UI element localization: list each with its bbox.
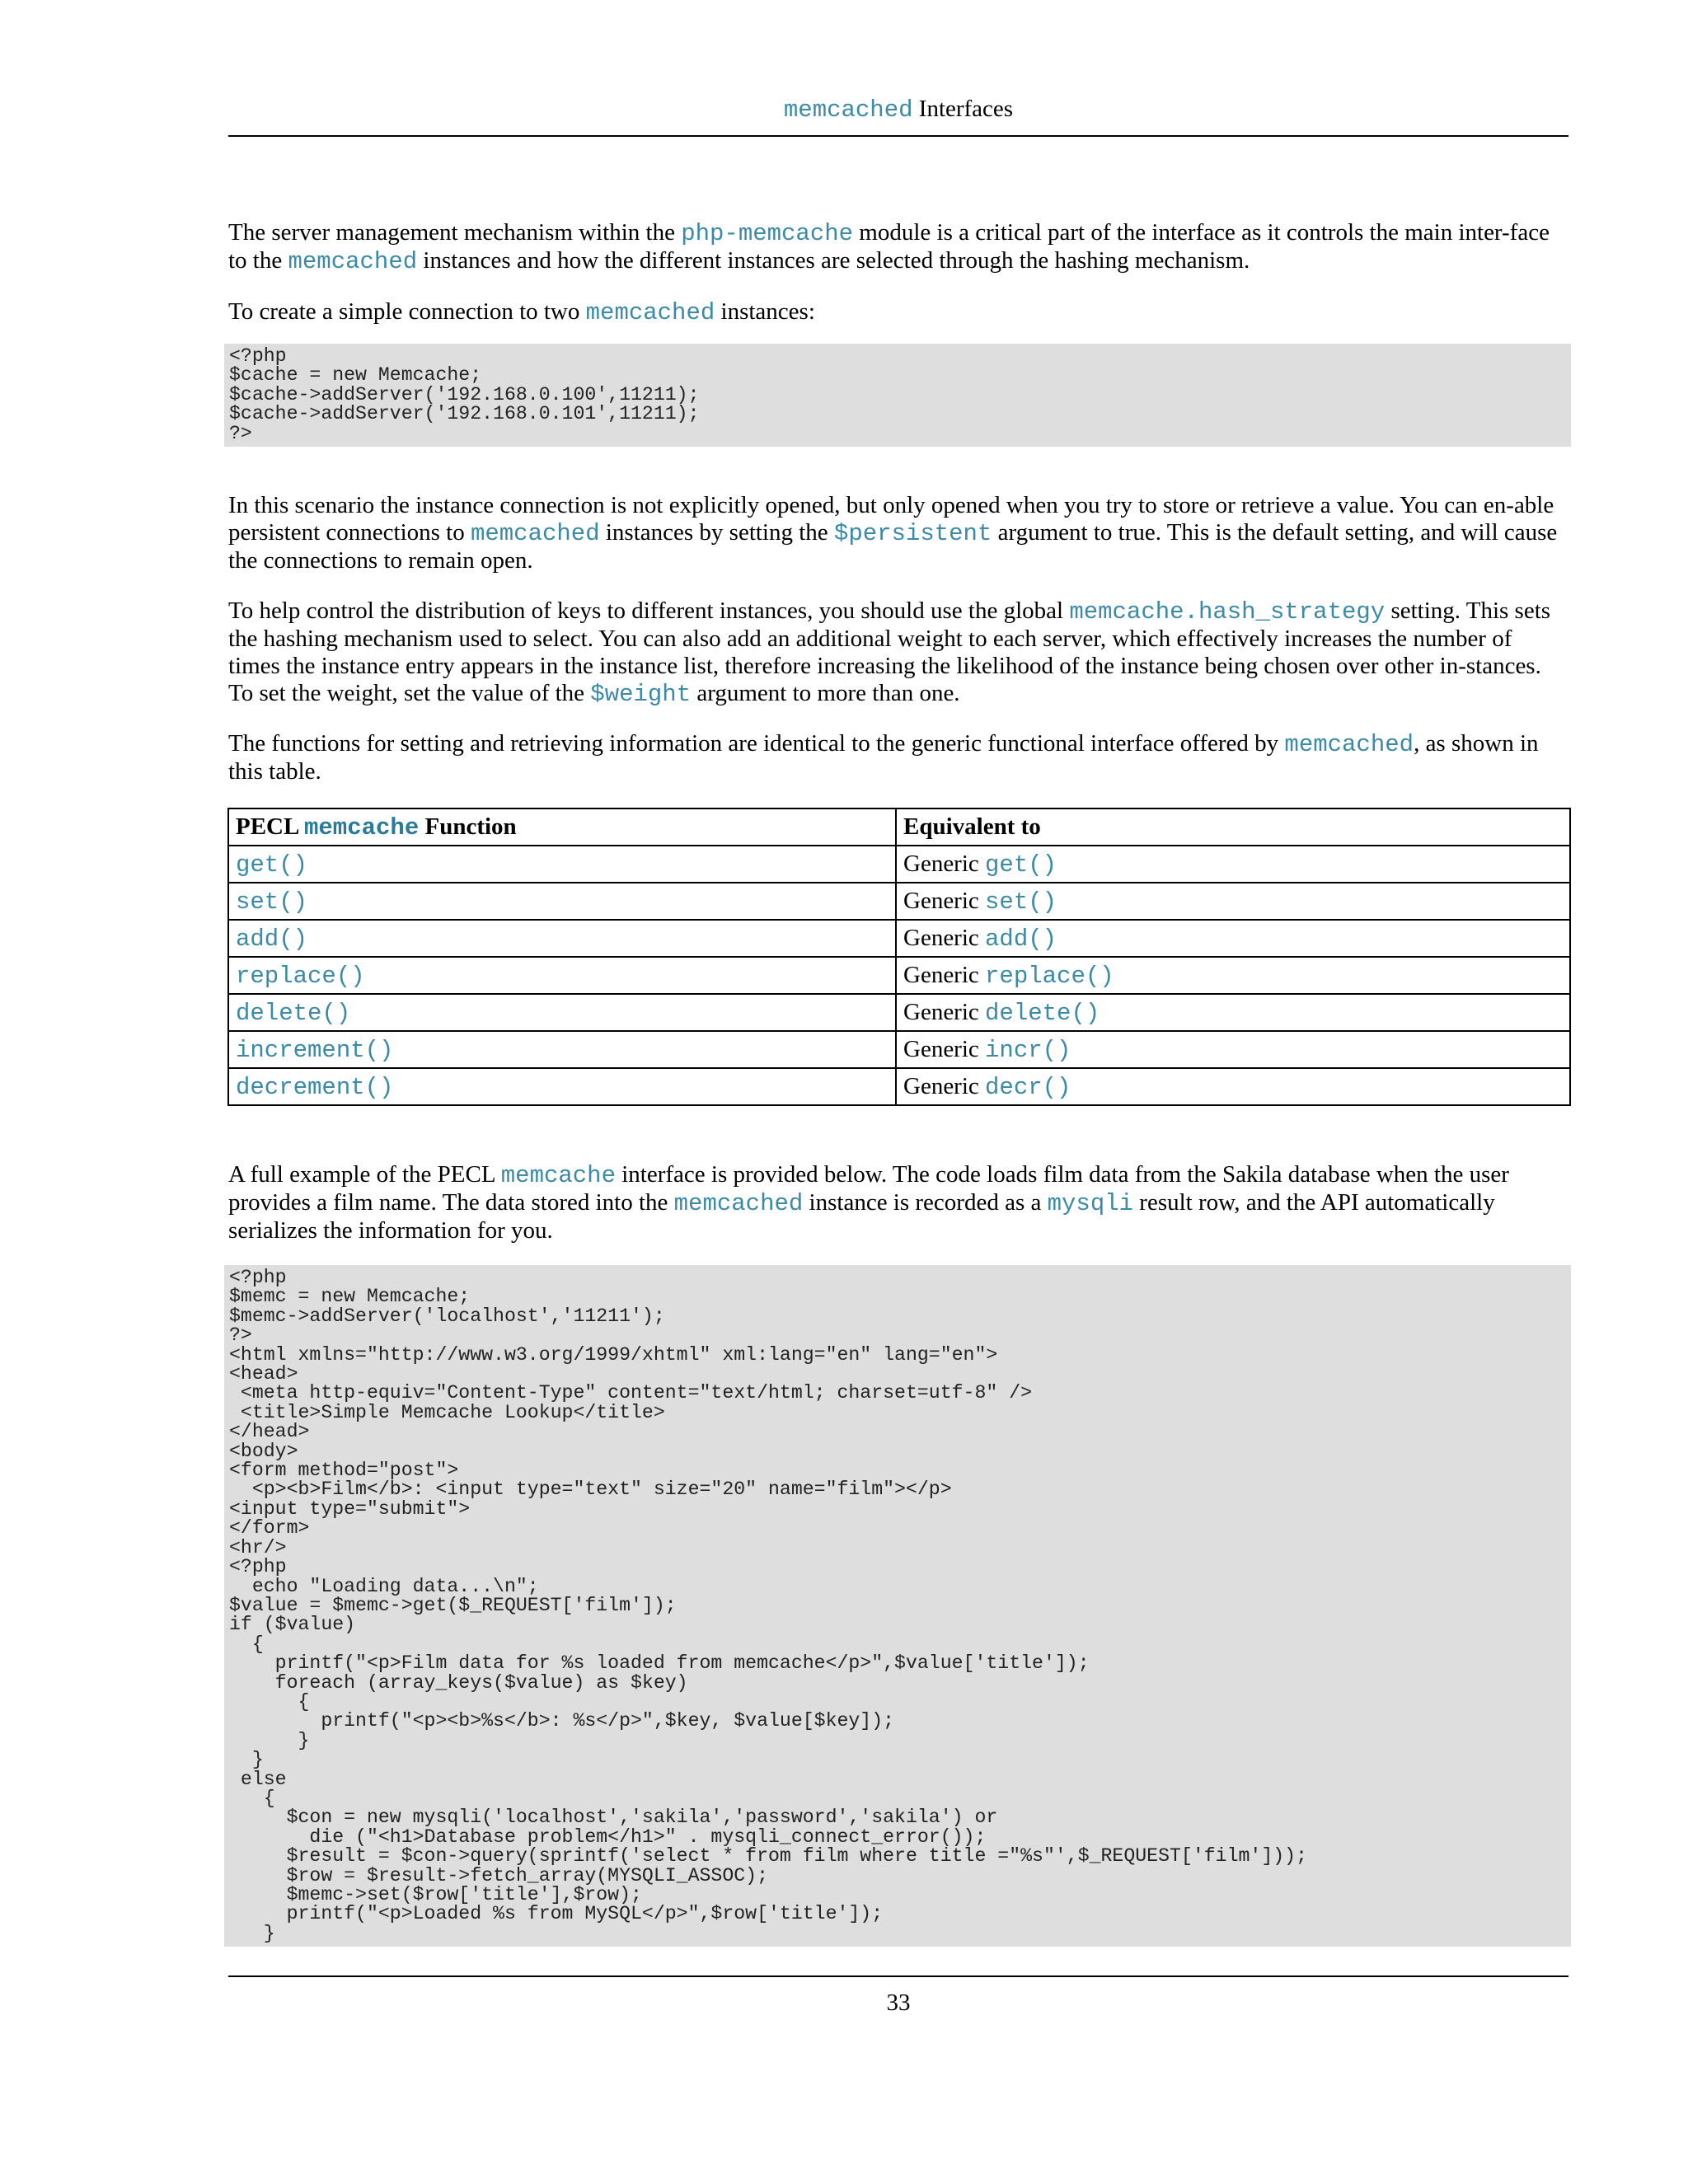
- text-run: instance is recorded as a: [803, 1189, 1048, 1216]
- paragraph-server-management: [228, 219, 1564, 275]
- code-literal: memcached: [1284, 731, 1414, 758]
- text-run: result row, and the API automatically serializes the information for you.: [228, 1189, 1495, 1244]
- text-run: Function: [419, 813, 517, 840]
- table-row: [228, 1068, 1570, 1105]
- table-cell-generic: [896, 957, 1570, 994]
- table-cell-pecl: [228, 1031, 896, 1068]
- paragraph-create-connection: [228, 298, 1564, 326]
- code-literal: memcache.hash_strategy: [1069, 598, 1386, 626]
- paragraph-hash-strategy: [228, 598, 1564, 708]
- text-run: argument to true. This is the default setting, and will cause the connections to remain open.: [228, 519, 1558, 574]
- table-cell-pecl: [228, 920, 896, 957]
- table-cell-generic: [896, 920, 1570, 957]
- code-literal: replace(): [985, 962, 1114, 990]
- table-row: [228, 994, 1570, 1031]
- header-text: Interfaces: [918, 96, 1014, 122]
- text-run: To create a simple connection to two: [228, 298, 586, 325]
- code-block-connection: [224, 344, 1571, 447]
- table-cell-generic: [896, 883, 1570, 920]
- code-literal: $weight: [590, 681, 692, 708]
- function-equivalence-table: [227, 808, 1571, 1106]
- code-literal: memcached: [288, 248, 418, 275]
- code-literal: mysqli: [1047, 1190, 1134, 1217]
- text-run: instances by setting the: [599, 519, 834, 546]
- table-cell-pecl: [228, 1068, 896, 1105]
- table-cell-generic: [896, 994, 1570, 1031]
- code-literal: memcache: [304, 813, 420, 841]
- text-run: PECL: [236, 813, 304, 840]
- text-run: To help control the distribution of keys to different instances, you should use the global: [228, 598, 1070, 624]
- page-number: 33: [886, 1990, 911, 2016]
- code-listing: <?php $cache = new Memcache; $cache->addServer('192.168.0.100',11211); $cache->addServer('192.168.0.101',11211); ?>: [229, 345, 700, 444]
- code-literal: add(): [236, 925, 308, 953]
- table-row: [228, 1031, 1570, 1068]
- code-listing: <?php $memc = new Memcache; $memc->addServer('localhost','11211'); ?> <html xmlns="http://www.w3.org/1999/xhtml" xml:lang="en" lang="en"> <head> <meta http-equiv="Content-Type" content="text/html; charset=utf-8" /> <title>Simple Memcache Lookup</title> </head> <body> <form method="post"> <p><b>Film</b>: <input type="text" size="20" name="film"></p> <input type="submit"> </form> <hr/> <?php echo "Loading data...\n"; $value = $memc->get($_REQUEST['film']); if ($value) { printf("<p>Film data for %s loaded from memcache</p>",$value['title']); foreach (array_keys($value) as $key) { printf("<p><b>%s</b>: %s</p>",$key, $value[$key]); } } else { $con = new mysqli('localhost','sakila','password','sakila') or die ("<h1>Database problem</h1>" . mysqli_connect_error()); $result = $con->query(sprintf('select * from film where title ="%s"',$_REQUEST['film'])); $row = $result->fetch_array(MYSQLI_ASSOC); $memc->set($row['title'],$row); printf("<p>Loaded %s from MySQL</p>",$row['title']); }: [229, 1267, 1307, 1944]
- code-literal: replace(): [236, 962, 365, 990]
- table-cell-pecl: [228, 957, 896, 994]
- code-literal: memcached: [470, 520, 600, 547]
- text-run: Generic: [903, 961, 979, 988]
- code-literal: decrement(): [236, 1073, 394, 1101]
- table-cell-pecl: [228, 994, 896, 1031]
- text-run: In this scenario the instance connection is not explicitly opened, but only opened when you try to store or retrieve a value. You can en-able persistent connections to: [228, 492, 1554, 546]
- text-run: Generic: [903, 850, 979, 877]
- text-run: The functions for setting and retrieving information are identical to the generic functional interface offered by: [228, 730, 1285, 757]
- text-run: Generic: [903, 924, 979, 951]
- code-literal: delete(): [985, 999, 1100, 1027]
- code-literal: add(): [985, 925, 1057, 953]
- text-run: module is a critical part of the interface as it controls the main inter-face to the: [228, 219, 1550, 274]
- code-literal: memcache: [500, 1162, 616, 1189]
- paragraph-persistent-connections: [228, 492, 1564, 574]
- table-row: [228, 883, 1570, 920]
- code-literal: increment(): [236, 1036, 394, 1064]
- code-block-full-example: [224, 1265, 1571, 1947]
- header-rule: [228, 135, 1568, 137]
- text-run: , as shown in this table.: [228, 730, 1539, 785]
- table-cell-generic: [896, 846, 1570, 883]
- table-row: [228, 920, 1570, 957]
- table-header-pecl-function: [228, 808, 896, 846]
- text-run: Generic: [903, 1035, 979, 1062]
- table-cell-generic: [896, 1031, 1570, 1068]
- code-literal: php-memcache: [681, 220, 854, 247]
- table-header-equivalent: Equivalent to: [896, 808, 1570, 846]
- table-row: [228, 846, 1570, 883]
- footer-rule: [228, 1975, 1568, 1977]
- table-cell-pecl: [228, 883, 896, 920]
- header-code: memcached: [783, 96, 913, 124]
- text-run: interface is provided below. The code loads film data from the Sakila database when the user provides a film name. The data stored into the: [228, 1161, 1509, 1216]
- text-run: instances and how the different instances are selected through the hashing mechanism.: [417, 247, 1250, 274]
- paragraph-full-example: [228, 1161, 1564, 1244]
- running-header: [228, 92, 1568, 127]
- code-literal: decr(): [985, 1073, 1071, 1101]
- text-run: Generic: [903, 887, 979, 914]
- code-literal: delete(): [236, 999, 351, 1027]
- code-literal: set(): [236, 888, 308, 916]
- code-literal: memcached: [585, 299, 715, 326]
- table-cell-pecl: [228, 846, 896, 883]
- text-run: Generic: [903, 1072, 979, 1099]
- code-literal: $persistent: [833, 520, 992, 547]
- code-literal: set(): [985, 888, 1057, 916]
- text-run: instances:: [715, 298, 815, 325]
- table-row: [228, 957, 1570, 994]
- text-run: Generic: [903, 998, 979, 1025]
- text-run: The server management mechanism within the: [228, 219, 682, 246]
- text-run: argument to more than one.: [691, 680, 960, 706]
- code-literal: memcached: [673, 1190, 804, 1217]
- table-header-row: [228, 808, 1570, 846]
- code-literal: get(): [236, 851, 308, 879]
- code-literal: incr(): [985, 1036, 1071, 1064]
- code-literal: get(): [985, 851, 1057, 879]
- paragraph-functions-intro: [228, 730, 1564, 785]
- table-cell-generic: [896, 1068, 1570, 1105]
- text-run: setting. This sets the hashing mechanism used to select. You can also add an additional weight to each server, which effectively increases the number of times the instance entry appears in the instance list, therefore increasing the likelihood of the instance being chosen over other in-stances. To set the weight, set the value of the: [228, 598, 1551, 706]
- text-run: A full example of the PECL: [228, 1161, 501, 1188]
